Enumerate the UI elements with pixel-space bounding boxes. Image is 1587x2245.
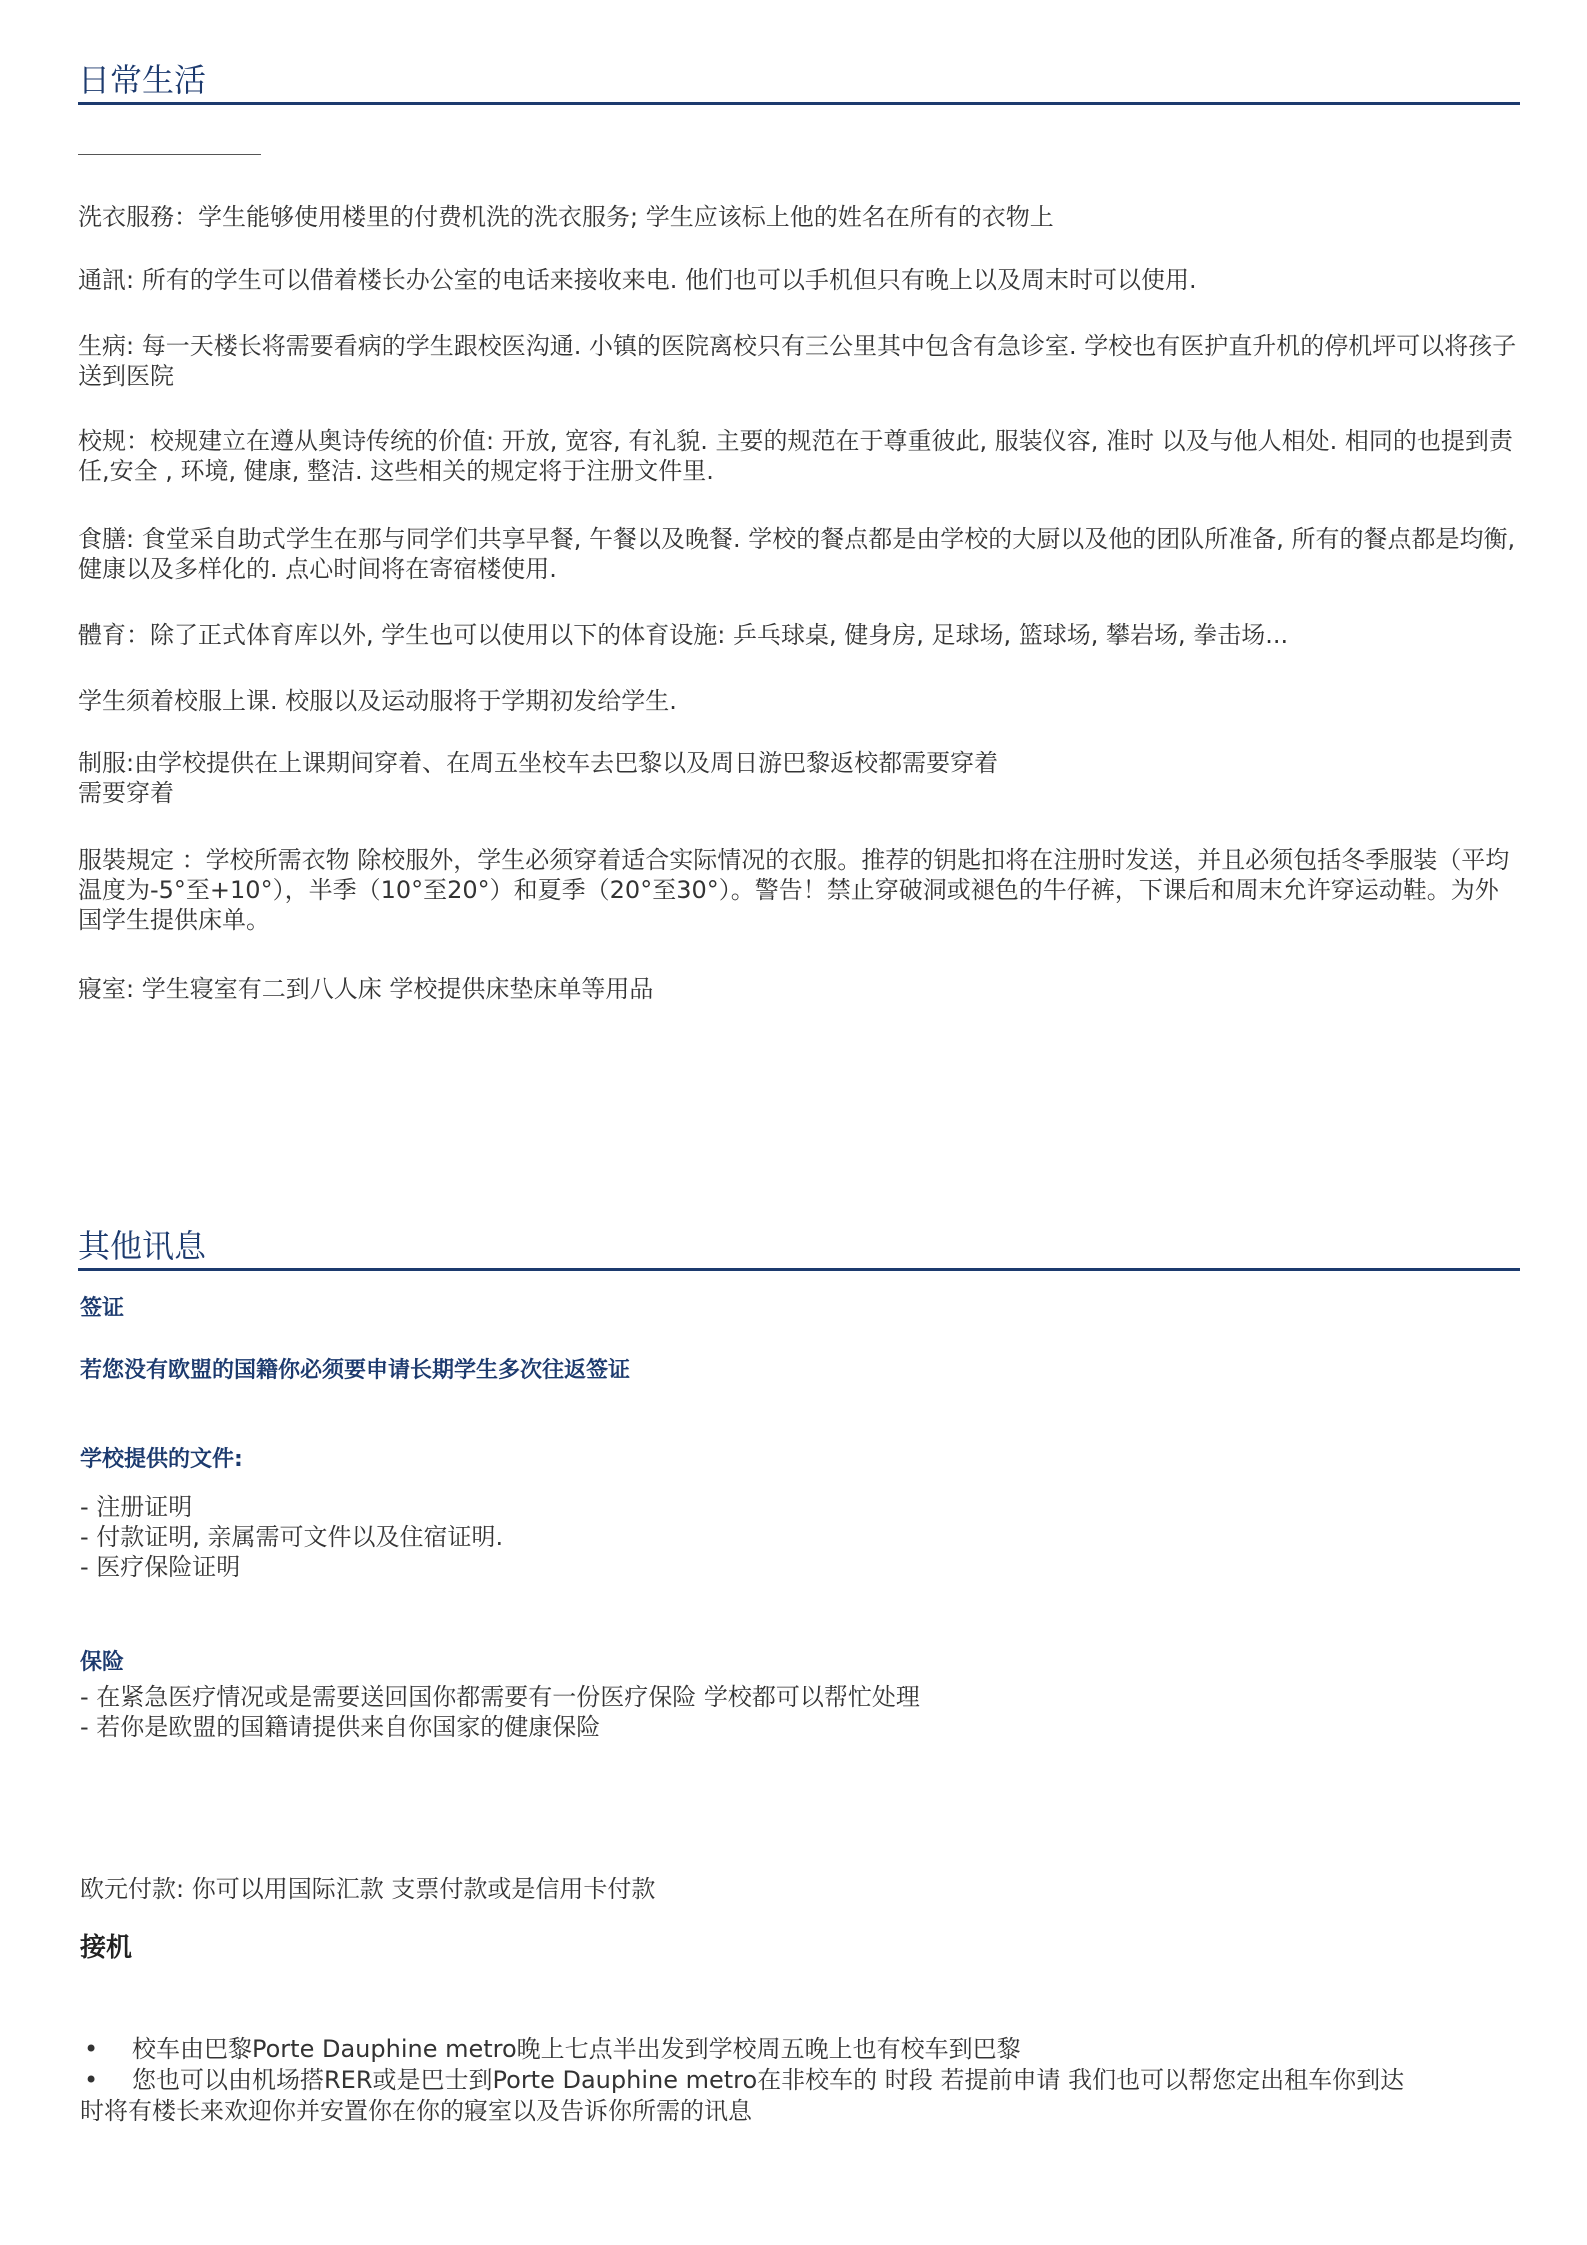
insurance-list [80,1682,1520,1742]
pickup-item-text: 您也可以由机场搭RER或是巴士到Porte Dauphine metro在非校车的 时段 若提前申请 我们也可以帮您定出租车你到达 [132,2066,1405,2094]
pickup-list [80,2034,1520,2127]
documents-heading: 学校提供的文件: [80,1447,243,1472]
airport-pickup-heading: 接机 [80,1933,133,1963]
communication-paragraph: 通訊: 所有的学生可以借着楼长办公室的电话来接收来电. 他们也可以手机但只有晚上以及周末时可以使用. [78,266,1197,294]
school-rules-paragraph: 校规：校规建立在遵从奥诗传统的价值: 开放, 宽容, 有礼貌. 主要的规范在于尊重彼此, 服装仪容, 准时 以及与他人相处. 相同的也提到责任,安全 , 环境, 健康, 整洁. 这些相关的规定将于注册文件里. [78,427,1513,485]
uniform-paragraph: 制服:由学校提供在上课期间穿着、在周五坐校车去巴黎以及周日游巴黎返校都需要穿着 需要穿着 [78,749,999,807]
insurance-heading: 保险 [80,1650,125,1675]
bullet-icon: • [84,2066,99,2094]
short-divider [78,154,261,155]
list-item: - 在紧急医疗情况或是需要送回国你都需要有一份医疗保险 学校都可以帮忙处理 [80,1683,920,1711]
section-title-other-info: 其他讯息 [78,1224,1520,1271]
pickup-continuation: 时将有楼长来欢迎你并安置你在你的寢室以及告诉你所需的讯息 [80,2097,752,2125]
list-item: - 若你是欧盟的国籍请提供来自你国家的健康保险 [80,1713,601,1741]
list-item: - 注册证明 [80,1493,193,1521]
list-item: - 医疗保险证明 [80,1553,241,1581]
payment-text: 欧元付款: 你可以用国际汇款 支票付款或是信用卡付款 [80,1875,656,1903]
visa-text: 若您没有欧盟的国籍你必须要申请长期学生多次往返签证 [80,1358,631,1383]
sports-paragraph: 體育：除了正式体育库以外, 学生也可以使用以下的体育设施: 乒乓球桌, 健身房, 足球场, 篮球场, 攀岩场, 拳击场... [78,621,1289,649]
dress-code-paragraph: 服裝規定 ：学校所需衣物 除校服外，学生必须穿着适合实际情况的衣服。推荐的钥匙扣将在注册时发送，并且必须包括冬季服装（平均温度为-5°至+10°），半季（10°至20°）和夏季（20°至30°）。警告！禁止穿破洞或褪色的牛仔裤，下课后和周末允许穿运动鞋。为外国学生提供床单。 [78,846,1510,934]
list-item [80,2034,1520,2065]
documents-list [80,1492,1520,1582]
dormitory-paragraph: 寢室: 学生寝室有二到八人床 学校提供床垫床单等用品 [78,975,654,1003]
list-item [80,2065,1520,2096]
list-item: - 付款证明, 亲属需可文件以及住宿证明. [80,1523,504,1551]
bullet-icon: • [84,2035,99,2063]
uniform-notice-paragraph: 学生须着校服上课. 校服以及运动服将于学期初发给学生. [78,687,677,715]
section-title-daily-life: 日常生活 [78,58,1520,105]
laundry-paragraph: 洗衣服務：学生能够使用楼里的付费机洗的洗衣服务; 学生应该标上他的姓名在所有的衣物上 [78,203,1054,231]
meals-paragraph: 食膳: 食堂采自助式学生在那与同学们共享早餐, 午餐以及晚餐. 学校的餐点都是由学校的大厨以及他的团队所准备, 所有的餐点都是均衡, 健康以及多样化的. 点心时间将在寄宿楼使用. [78,525,1516,583]
visa-heading: 签证 [80,1296,125,1321]
pickup-item-text: 校车由巴黎Porte Dauphine metro晚上七点半出发到学校周五晚上也有校车到巴黎 [132,2035,1021,2063]
illness-paragraph: 生病: 每一天楼长将需要看病的学生跟校医沟通. 小镇的医院离校只有三公里其中包含有急诊室. 学校也有医护直升机的停机坪可以将孩子送到医院 [78,332,1517,390]
